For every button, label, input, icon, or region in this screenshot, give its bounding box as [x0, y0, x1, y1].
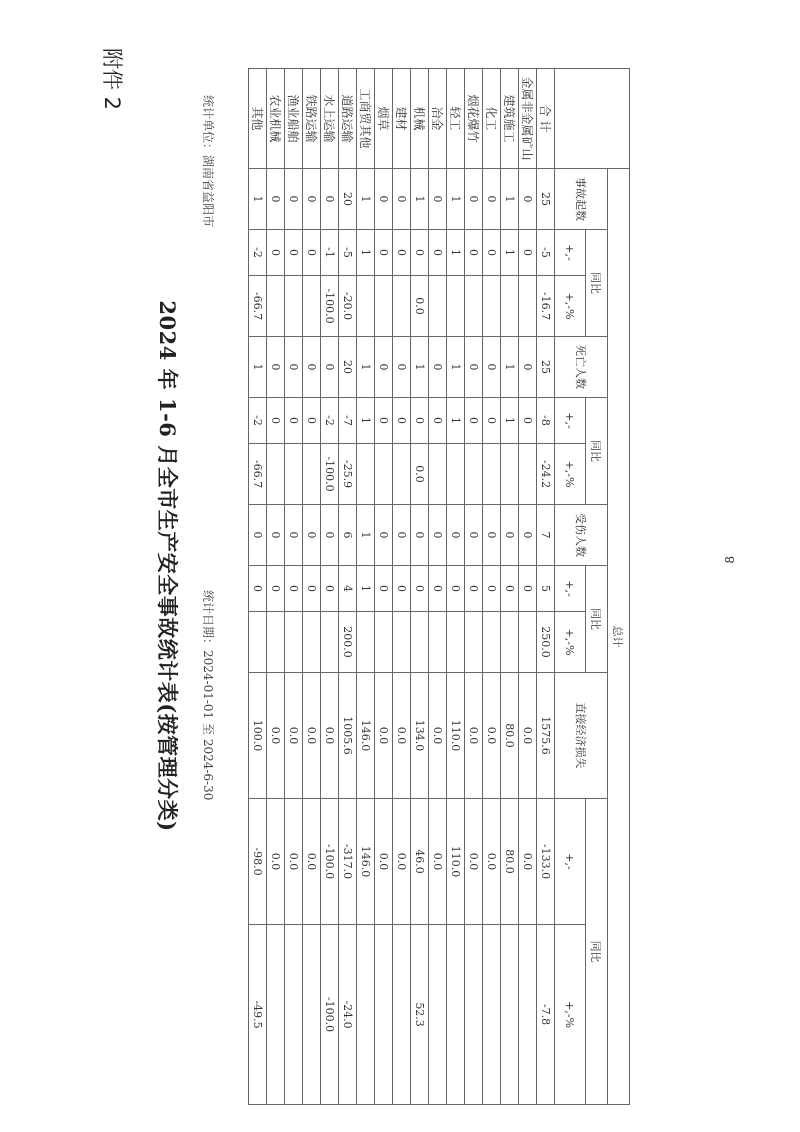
table-cell — [375, 612, 393, 673]
row-label: 渔业船舶 — [285, 69, 303, 169]
yoy-header: 同比 — [586, 799, 608, 1105]
table-cell: 1 — [447, 337, 465, 398]
table-cell: 1 — [357, 169, 375, 230]
table-cell — [447, 444, 465, 505]
row-label: 建材 — [393, 69, 411, 169]
table-row — [447, 69, 465, 1105]
table-cell: 0 — [501, 505, 519, 566]
row-label: 铁路运输 — [303, 69, 321, 169]
table-cell: 0 — [321, 505, 339, 566]
table-cell — [267, 444, 285, 505]
table-cell: 1 — [411, 337, 429, 398]
table-cell: 0 — [519, 230, 537, 276]
table-cell: 0 — [501, 566, 519, 612]
table-cell: 0 — [393, 398, 411, 444]
table-cell: 0 — [249, 505, 267, 566]
table-cell: -100.0 — [321, 799, 339, 925]
table-cell: 1 — [249, 169, 267, 230]
attachment-label: 附件 2 — [100, 48, 124, 111]
table-cell — [267, 612, 285, 673]
table-cell: 25 — [537, 337, 555, 398]
table-cell: 110.0 — [447, 673, 465, 799]
table-cell: 0.0 — [303, 673, 321, 799]
table-cell — [357, 444, 375, 505]
row-label: 工商贸其他 — [357, 69, 375, 169]
table-cell: 0 — [429, 566, 447, 612]
table-cell: 0.0 — [429, 799, 447, 925]
table-cell — [393, 925, 411, 1105]
table-cell: -5 — [537, 230, 555, 276]
table-cell — [285, 612, 303, 673]
table-cell — [429, 276, 447, 337]
table-cell — [483, 925, 501, 1105]
table-cell: 0.0 — [267, 799, 285, 925]
table-cell: 1 — [447, 398, 465, 444]
yoy-header: 同比 — [586, 398, 608, 505]
statistics-table — [248, 68, 630, 1105]
yoy-header: 同比 — [586, 230, 608, 337]
table-cell: 0.0 — [519, 799, 537, 925]
percent-header: +,-% — [555, 612, 586, 673]
table-cell — [303, 276, 321, 337]
table-row — [357, 69, 375, 1105]
table-row — [339, 69, 357, 1105]
table-cell: -133.0 — [537, 799, 555, 925]
table-row — [375, 69, 393, 1105]
table-cell — [375, 444, 393, 505]
table-cell: 6 — [339, 505, 357, 566]
table-cell — [465, 444, 483, 505]
table-cell: 1 — [501, 337, 519, 398]
percent-header: +,-% — [555, 276, 586, 337]
table-cell: 1 — [501, 398, 519, 444]
table-cell — [447, 925, 465, 1105]
table-cell — [393, 612, 411, 673]
row-label: 农业机械 — [267, 69, 285, 169]
col-injured-header: 受伤人数 — [555, 505, 608, 566]
row-label: 合 计 — [537, 69, 555, 169]
table-cell: 0 — [483, 398, 501, 444]
table-cell: 0 — [465, 230, 483, 276]
table-cell: 1 — [249, 337, 267, 398]
table-cell: -98.0 — [249, 799, 267, 925]
table-cell — [267, 276, 285, 337]
table-cell — [501, 612, 519, 673]
table-cell: 1 — [501, 230, 519, 276]
table-cell: -5 — [339, 230, 357, 276]
table-cell: 110.0 — [447, 799, 465, 925]
table-cell: 25 — [537, 169, 555, 230]
table-cell: -16.7 — [537, 276, 555, 337]
table-cell: 1 — [447, 169, 465, 230]
table-cell: -25.9 — [339, 444, 357, 505]
table-cell: 0.0 — [303, 799, 321, 925]
table-cell: 0 — [429, 169, 447, 230]
table-row — [393, 69, 411, 1105]
table-row — [321, 69, 339, 1105]
plusminus-header: +,- — [555, 398, 586, 444]
table-cell — [429, 444, 447, 505]
table-cell — [465, 925, 483, 1105]
table-cell: 0 — [321, 566, 339, 612]
table-row — [501, 69, 519, 1105]
row-label: 烟花爆竹 — [465, 69, 483, 169]
table-cell — [357, 612, 375, 673]
table-cell — [501, 925, 519, 1105]
table-cell: 0.0 — [285, 673, 303, 799]
row-label: 冶金 — [429, 69, 447, 169]
table-row — [537, 69, 555, 1105]
table-cell: 0 — [267, 337, 285, 398]
table-cell: 0 — [393, 169, 411, 230]
table-cell — [465, 612, 483, 673]
table-cell: 0 — [393, 230, 411, 276]
table-cell: 0 — [519, 505, 537, 566]
col-loss-header: 直接经济损失 — [555, 673, 608, 799]
table-cell: 0 — [411, 398, 429, 444]
table-cell — [465, 276, 483, 337]
table-row — [411, 69, 429, 1105]
table-cell: 0 — [303, 505, 321, 566]
row-label: 烟草 — [375, 69, 393, 169]
row-label: 水上运输 — [321, 69, 339, 169]
table-cell — [285, 925, 303, 1105]
row-label: 机械 — [411, 69, 429, 169]
col-deaths-header: 死亡人数 — [555, 337, 608, 398]
table-cell — [321, 612, 339, 673]
table-cell: 134.0 — [411, 673, 429, 799]
table-cell — [357, 925, 375, 1105]
table-cell — [375, 925, 393, 1105]
table-cell — [483, 612, 501, 673]
table-cell: -7.8 — [537, 925, 555, 1105]
table-cell: 0 — [429, 398, 447, 444]
table-cell: -7 — [339, 398, 357, 444]
table-cell: 0 — [519, 566, 537, 612]
table-cell: 0 — [285, 566, 303, 612]
table-cell — [519, 612, 537, 673]
yoy-header: 同比 — [586, 566, 608, 673]
table-cell: 0 — [285, 337, 303, 398]
table-cell — [393, 444, 411, 505]
table-cell — [519, 276, 537, 337]
header-row-group — [608, 69, 630, 1105]
table-cell: -66.7 — [249, 444, 267, 505]
table-cell: 0.0 — [429, 673, 447, 799]
table-cell: 146.0 — [357, 673, 375, 799]
table-cell: 0.0 — [411, 276, 429, 337]
table-cell: 0 — [429, 337, 447, 398]
plusminus-header: +,- — [555, 230, 586, 276]
table-cell: 46.0 — [411, 799, 429, 925]
row-label: 其他 — [249, 69, 267, 169]
table-cell: 0.0 — [393, 799, 411, 925]
table-cell: 0 — [303, 230, 321, 276]
table-cell: -1 — [321, 230, 339, 276]
table-cell: -100.0 — [321, 925, 339, 1105]
row-label: 道路运输 — [339, 69, 357, 169]
table-cell: 1575.6 — [537, 673, 555, 799]
table-cell: 0 — [375, 505, 393, 566]
table-cell: 0.0 — [465, 673, 483, 799]
table-cell: 0 — [465, 169, 483, 230]
table-cell: 0 — [375, 566, 393, 612]
table-cell: 0 — [249, 566, 267, 612]
table-cell: 0 — [375, 337, 393, 398]
table-cell: 200.0 — [339, 612, 357, 673]
table-cell: 0 — [483, 169, 501, 230]
table-cell: 0 — [285, 230, 303, 276]
table-cell: 0 — [267, 169, 285, 230]
table-cell — [447, 276, 465, 337]
table-row — [303, 69, 321, 1105]
plusminus-header: +,- — [555, 566, 586, 612]
table-cell — [429, 612, 447, 673]
table-cell: 0 — [267, 398, 285, 444]
table-cell: -317.0 — [339, 799, 357, 925]
table-cell — [483, 276, 501, 337]
table-cell: 1 — [447, 230, 465, 276]
table-cell: 0 — [393, 337, 411, 398]
table-cell: 0 — [447, 566, 465, 612]
table-cell: 0 — [447, 505, 465, 566]
table-cell — [303, 925, 321, 1105]
table-cell: 0.0 — [375, 799, 393, 925]
table-cell: 7 — [537, 505, 555, 566]
table-cell: 0 — [321, 169, 339, 230]
table-cell: 0.0 — [375, 673, 393, 799]
plusminus-header: +,- — [555, 799, 586, 925]
table-cell: 0 — [285, 169, 303, 230]
table-cell — [393, 276, 411, 337]
table-cell: -49.5 — [249, 925, 267, 1105]
table-cell: 1 — [357, 337, 375, 398]
table-cell: 0.0 — [321, 673, 339, 799]
table-cell: 0 — [303, 566, 321, 612]
table-cell: 0 — [303, 337, 321, 398]
table-cell: 52.3 — [411, 925, 429, 1105]
table-cell: 0 — [303, 398, 321, 444]
table-cell: 0 — [267, 505, 285, 566]
table-cell: 1005.6 — [339, 673, 357, 799]
table-cell: 5 — [537, 566, 555, 612]
table-cell: 20 — [339, 337, 357, 398]
table-cell: 0 — [465, 398, 483, 444]
table-cell: 0 — [267, 230, 285, 276]
table-cell: -2 — [249, 230, 267, 276]
table-cell: 0.0 — [519, 673, 537, 799]
table-cell: 0 — [465, 337, 483, 398]
table-cell: 0.0 — [465, 799, 483, 925]
table-cell — [519, 925, 537, 1105]
table-cell: 80.0 — [501, 799, 519, 925]
table-cell: 0 — [429, 230, 447, 276]
table-cell — [267, 925, 285, 1105]
table-cell: 0.0 — [393, 673, 411, 799]
table-cell: 0 — [465, 566, 483, 612]
table-cell: 0 — [303, 169, 321, 230]
statistics-unit: 统计单位：湖南省益阳市 — [201, 95, 215, 228]
table-cell: 0 — [267, 566, 285, 612]
table-cell: 1 — [411, 169, 429, 230]
table-cell: -20.0 — [339, 276, 357, 337]
table-cell: 1 — [357, 398, 375, 444]
table-cell: 0 — [519, 398, 537, 444]
table-row — [285, 69, 303, 1105]
table-cell: 0 — [411, 566, 429, 612]
table-cell: -100.0 — [321, 276, 339, 337]
table-cell: 0.0 — [483, 673, 501, 799]
table-cell: -2 — [249, 398, 267, 444]
table-row — [519, 69, 537, 1105]
table-row — [429, 69, 447, 1105]
table-cell: 0 — [393, 566, 411, 612]
table-cell: 146.0 — [357, 799, 375, 925]
table-cell: 0 — [411, 230, 429, 276]
table-cell: 0 — [429, 505, 447, 566]
table-cell: 0 — [483, 230, 501, 276]
table-cell: 0.0 — [483, 799, 501, 925]
table-cell — [303, 444, 321, 505]
table-cell: 80.0 — [501, 673, 519, 799]
table-cell — [357, 276, 375, 337]
table-cell — [285, 276, 303, 337]
table-cell: 0 — [375, 169, 393, 230]
table-cell: -100.0 — [321, 444, 339, 505]
table-row — [483, 69, 501, 1105]
table-cell — [303, 612, 321, 673]
row-label: 化工 — [483, 69, 501, 169]
table-cell: 0 — [519, 337, 537, 398]
col-accidents-header: 事故起数 — [555, 169, 608, 230]
table-cell — [429, 925, 447, 1105]
table-cell: -24.2 — [537, 444, 555, 505]
percent-header: +,-% — [555, 444, 586, 505]
table-cell — [447, 612, 465, 673]
table-cell: -8 — [537, 398, 555, 444]
page-number: 8 — [723, 556, 737, 564]
table-cell: 0 — [375, 230, 393, 276]
table-cell: 0.0 — [285, 799, 303, 925]
table-cell: 0 — [393, 505, 411, 566]
table-cell: 0 — [519, 169, 537, 230]
table-cell — [483, 444, 501, 505]
table-row — [465, 69, 483, 1105]
table-cell: 0 — [321, 337, 339, 398]
statistics-date: 统计日期：2024-01-01 至 2024-6-30 — [201, 590, 215, 801]
table-cell — [519, 444, 537, 505]
table-cell — [285, 444, 303, 505]
table-cell — [375, 276, 393, 337]
table-cell: 0 — [465, 505, 483, 566]
table-cell: 1 — [501, 169, 519, 230]
table-cell: 0 — [483, 505, 501, 566]
table-cell: -2 — [321, 398, 339, 444]
table-cell: 100.0 — [249, 673, 267, 799]
percent-header: +,-% — [555, 925, 586, 1105]
table-cell: 1 — [357, 230, 375, 276]
page-title: 2024 年 1-6 月全市生产安全事故统计表(按管理分类) — [155, 300, 180, 832]
table-cell: 250.0 — [537, 612, 555, 673]
table-cell — [501, 444, 519, 505]
table-cell: 0 — [285, 398, 303, 444]
table-cell: 0 — [285, 505, 303, 566]
table-cell: 0 — [375, 398, 393, 444]
table-cell: 0 — [483, 566, 501, 612]
row-label: 金属非金属矿山 — [519, 69, 537, 169]
group-header-total: 总计 — [608, 169, 630, 1105]
table-cell — [411, 612, 429, 673]
table-cell: -66.7 — [249, 276, 267, 337]
table-row — [249, 69, 267, 1105]
table-cell: 20 — [339, 169, 357, 230]
table-cell: 4 — [339, 566, 357, 612]
table-cell: 1 — [357, 505, 375, 566]
table-cell — [249, 612, 267, 673]
row-label: 轻工 — [447, 69, 465, 169]
table-cell: 0 — [483, 337, 501, 398]
header-row-columns — [586, 69, 608, 1105]
table-cell: 0.0 — [267, 673, 285, 799]
row-label-header — [555, 69, 630, 169]
table-row — [267, 69, 285, 1105]
table-cell: 0 — [411, 505, 429, 566]
row-label: 建筑施工 — [501, 69, 519, 169]
table-cell: -24.0 — [339, 925, 357, 1105]
table-cell — [501, 276, 519, 337]
table-cell: 1 — [357, 566, 375, 612]
table-cell: 0.0 — [411, 444, 429, 505]
